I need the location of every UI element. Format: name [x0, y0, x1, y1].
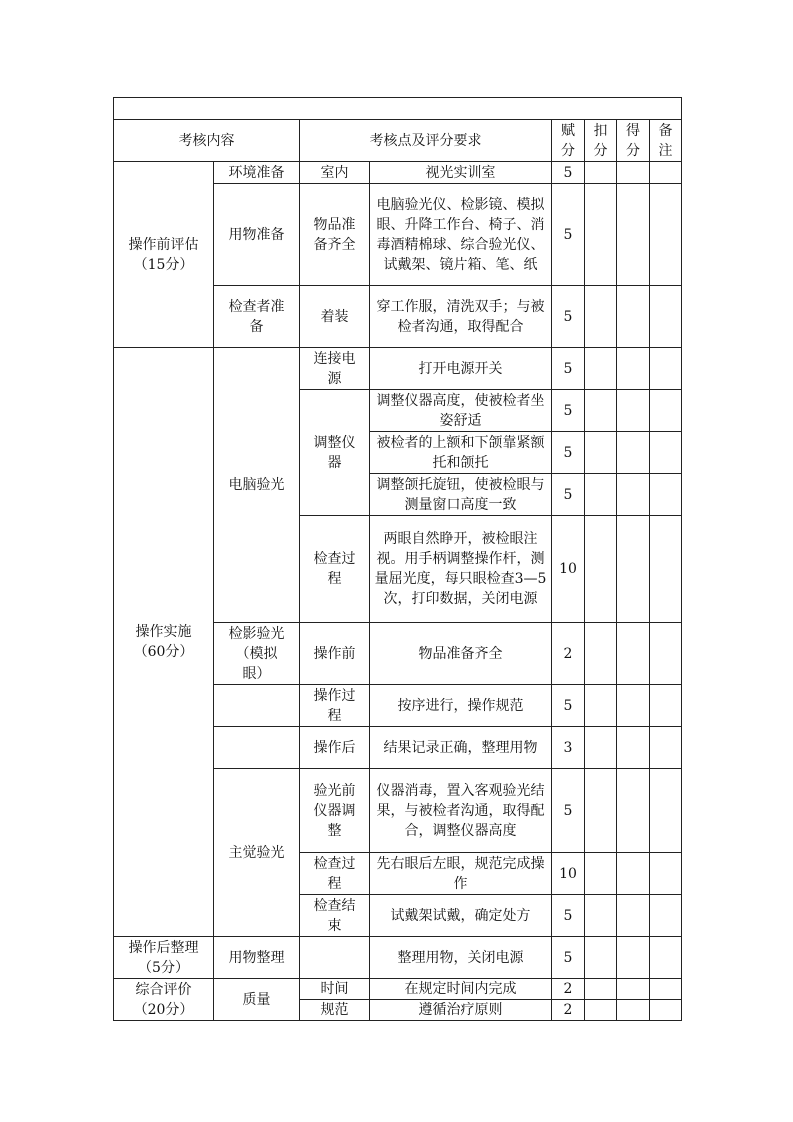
remark-cell: [650, 685, 682, 727]
section-implement: 操作实施 （60分）: [114, 348, 214, 937]
deduct-cell: [585, 895, 617, 937]
deduct-cell: [585, 769, 617, 853]
got-cell: [617, 162, 650, 184]
remark-cell: [650, 286, 682, 348]
check-point: 检查过 程: [300, 853, 370, 895]
deduct-cell: [585, 286, 617, 348]
got-cell: [617, 348, 650, 390]
deduct-cell: [585, 184, 617, 286]
remark-cell: [650, 390, 682, 432]
got-cell: [617, 685, 650, 727]
check-point: 检查结 束: [300, 895, 370, 937]
requirement: 打开电源开关: [370, 348, 552, 390]
deduct-cell: [585, 162, 617, 184]
sub-item-computer-refraction: 电脑验光: [214, 348, 300, 623]
deduct-cell: [585, 979, 617, 1000]
header-remark: 备 注: [650, 120, 682, 162]
requirement: 在规定时间内完成: [370, 979, 552, 1000]
remark-cell: [650, 348, 682, 390]
remark-cell: [650, 769, 682, 853]
sub-item: [214, 685, 300, 727]
remark-cell: [650, 727, 682, 769]
sub-item: 检查者准 备: [214, 286, 300, 348]
got-cell: [617, 727, 650, 769]
header-deduct: 扣 分: [585, 120, 617, 162]
check-point: 检查过 程: [300, 516, 370, 623]
header-score: 赋 分: [552, 120, 585, 162]
score-cell: 5: [552, 162, 585, 184]
got-cell: [617, 286, 650, 348]
remark-cell: [650, 432, 682, 474]
section-overall: 综合评价 （20分）: [114, 979, 214, 1021]
deduct-cell: [585, 937, 617, 979]
requirement: 仪器消毒，置入客观验光结果，与被检者沟通，取得配合，调整仪器高度: [370, 769, 552, 853]
assessment-table: [113, 97, 682, 1021]
remark-cell: [650, 979, 682, 1000]
requirement: 结果记录正确，整理用物: [370, 727, 552, 769]
requirement: 调整仪器高度，使被检者坐姿舒适: [370, 390, 552, 432]
deduct-cell: [585, 474, 617, 516]
remark-cell: [650, 853, 682, 895]
section-post: 操作后整理 （5分）: [114, 937, 214, 979]
score-cell: 5: [552, 474, 585, 516]
table-row: [114, 162, 682, 184]
deduct-cell: [585, 1000, 617, 1021]
got-cell: [617, 937, 650, 979]
got-cell: [617, 769, 650, 853]
check-point: 着装: [300, 286, 370, 348]
score-cell: 5: [552, 769, 585, 853]
got-cell: [617, 895, 650, 937]
check-point: 时间: [300, 979, 370, 1000]
deduct-cell: [585, 516, 617, 623]
score-cell: 5: [552, 184, 585, 286]
check-point: 操作后: [300, 727, 370, 769]
deduct-cell: [585, 623, 617, 685]
requirement: 两眼自然睁开，被检眼注视。用手柄调整操作杆，测量屈光度，每只眼检查3—5次，打印数据，关闭电源: [370, 516, 552, 623]
table-row: [114, 979, 682, 1000]
score-cell: 10: [552, 853, 585, 895]
got-cell: [617, 1000, 650, 1021]
sub-item: [214, 727, 300, 769]
score-cell: 10: [552, 516, 585, 623]
score-cell: 5: [552, 286, 585, 348]
check-point: 操作前: [300, 623, 370, 685]
requirement: 穿工作服，清洗双手；与被检者沟通，取得配合: [370, 286, 552, 348]
requirement: 先右眼后左眼，规范完成操作: [370, 853, 552, 895]
requirement: 调整颌托旋钮，使被检眼与测量窗口高度一致: [370, 474, 552, 516]
check-point-adjust: 调整仪 器: [300, 390, 370, 516]
check-point: 验光前 仪器调 整: [300, 769, 370, 853]
table-row: [114, 348, 682, 390]
check-point: 物品准 备齐全: [300, 184, 370, 286]
score-cell: 2: [552, 1000, 585, 1021]
title-cell: [114, 98, 682, 120]
requirement: 整理用物，关闭电源: [370, 937, 552, 979]
deduct-cell: [585, 390, 617, 432]
score-cell: 5: [552, 937, 585, 979]
sub-item: 环境准备: [214, 162, 300, 184]
score-cell: 2: [552, 623, 585, 685]
deduct-cell: [585, 685, 617, 727]
remark-cell: [650, 474, 682, 516]
remark-cell: [650, 184, 682, 286]
got-cell: [617, 623, 650, 685]
remark-cell: [650, 162, 682, 184]
deduct-cell: [585, 348, 617, 390]
remark-cell: [650, 1000, 682, 1021]
check-point: 规范: [300, 1000, 370, 1021]
sub-item-quality: 质量: [214, 979, 300, 1021]
section-pre-eval: 操作前评估 （15分）: [114, 162, 214, 348]
got-cell: [617, 432, 650, 474]
score-cell: 5: [552, 390, 585, 432]
got-cell: [617, 979, 650, 1000]
header-criteria: 考核点及评分要求: [300, 120, 552, 162]
check-point: [300, 937, 370, 979]
requirement: 电脑验光仪、检影镜、模拟眼、升降工作台、椅子、消毒酒精棉球、综合验光仪、试戴架、镜片箱、笔、纸: [370, 184, 552, 286]
requirement: 遵循治疗原则: [370, 1000, 552, 1021]
remark-cell: [650, 516, 682, 623]
deduct-cell: [585, 853, 617, 895]
remark-cell: [650, 895, 682, 937]
check-point: 室内: [300, 162, 370, 184]
requirement: 视光实训室: [370, 162, 552, 184]
sub-item-retinoscopy: 检影验光 （模拟 眼）: [214, 623, 300, 685]
score-cell: 5: [552, 348, 585, 390]
score-cell: 5: [552, 432, 585, 474]
remark-cell: [650, 623, 682, 685]
sub-item: 用物准备: [214, 184, 300, 286]
deduct-cell: [585, 727, 617, 769]
got-cell: [617, 474, 650, 516]
sub-item: 用物整理: [214, 937, 300, 979]
remark-cell: [650, 937, 682, 979]
got-cell: [617, 516, 650, 623]
title-row: [114, 98, 682, 120]
got-cell: [617, 390, 650, 432]
table-row: [114, 937, 682, 979]
requirement: 被检者的上额和下颌靠紧额托和颌托: [370, 432, 552, 474]
check-point: 操作过 程: [300, 685, 370, 727]
sub-item-subjective-refraction: 主觉验光: [214, 769, 300, 937]
got-cell: [617, 184, 650, 286]
header-row: [114, 120, 682, 162]
score-cell: 5: [552, 685, 585, 727]
header-content: 考核内容: [114, 120, 300, 162]
got-cell: [617, 853, 650, 895]
check-point: 连接电 源: [300, 348, 370, 390]
requirement: 试戴架试戴，确定处方: [370, 895, 552, 937]
deduct-cell: [585, 432, 617, 474]
score-cell: 5: [552, 895, 585, 937]
score-cell: 2: [552, 979, 585, 1000]
header-got: 得 分: [617, 120, 650, 162]
requirement: 物品准备齐全: [370, 623, 552, 685]
score-cell: 3: [552, 727, 585, 769]
requirement: 按序进行，操作规范: [370, 685, 552, 727]
